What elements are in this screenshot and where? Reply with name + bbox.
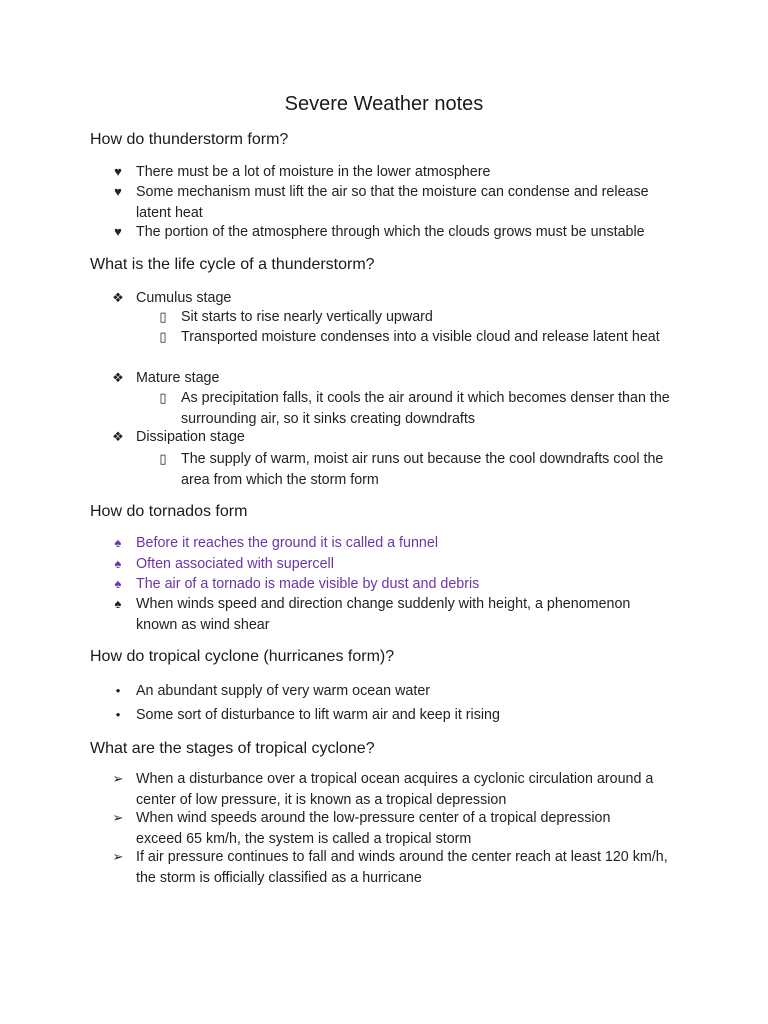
document-title: Severe Weather notes: [284, 93, 484, 115]
heart-bullet-icon: ♥: [114, 224, 122, 239]
section-heading-life-cycle: What is the life cycle of a thunderstorm?: [90, 256, 375, 273]
list-item-text: As precipitation falls, it cools the air around it which becomes denser than the surrounding air, so it sinks creating downdrafts: [181, 390, 670, 427]
list-item: [114, 222, 706, 243]
list-item: [112, 769, 681, 810]
list-item: [112, 288, 696, 309]
section-heading-tornados-form: How do tornados form: [90, 503, 248, 520]
spade-bullet-icon: ♠: [114, 535, 122, 550]
list-item: [112, 368, 696, 389]
list-item-text: When winds speed and direction change suddenly with height, a phenomenon known as wind shear: [136, 596, 631, 633]
list-item: [114, 574, 696, 595]
spade-bullet-icon: ♠: [114, 576, 122, 591]
list-item-text: If air pressure continues to fall and winds around the center reach at least 120 km/h, the storm is officially classified as a hurricane: [136, 849, 668, 886]
list-item-text: Mature stage: [136, 370, 220, 386]
list-item: [112, 808, 656, 849]
box-bullet-icon: ▯: [159, 390, 167, 405]
list-item: [112, 427, 696, 448]
section-heading-tropical-cyclone-stages: What are the stages of tropical cyclone?: [90, 740, 375, 757]
dot-bullet-icon: •: [115, 707, 121, 722]
list-item: [159, 449, 671, 490]
list-item: [159, 388, 676, 429]
list-item-text: Some sort of disturbance to lift warm air and keep it rising: [136, 707, 500, 723]
list-item: [159, 327, 661, 348]
section-heading-thunderstorm-form: How do thunderstorm form?: [90, 131, 289, 148]
box-bullet-icon: ▯: [159, 309, 167, 324]
heart-bullet-icon: ♥: [114, 164, 122, 179]
list-item: [159, 307, 691, 328]
list-item-text: There must be a lot of moisture in the lower atmosphere: [136, 164, 491, 180]
heart-bullet-icon: ♥: [114, 184, 122, 199]
list-item-text: Cumulus stage: [136, 290, 232, 306]
diamond-bullet-icon: ❖: [112, 290, 124, 305]
list-item: [114, 554, 696, 575]
list-item-text: When a disturbance over a tropical ocean acquires a cyclonic circulation around a center of low pressure, it is known as a tropical depression: [136, 771, 654, 808]
list-item-text: Often associated with supercell: [136, 556, 334, 572]
list-item-text: The supply of warm, moist air runs out because the cool downdrafts cool the area from which the storm form: [181, 451, 664, 488]
box-bullet-icon: ▯: [159, 451, 167, 466]
list-item: [114, 162, 696, 183]
list-item-text: Sit starts to rise nearly vertically upward: [181, 309, 433, 325]
list-item: [115, 705, 696, 726]
list-item-text: Dissipation stage: [136, 429, 245, 445]
list-item-text: The air of a tornado is made visible by dust and debris: [136, 576, 480, 592]
arrow-bullet-icon: ➢: [112, 810, 124, 825]
list-item-text: Transported moisture condenses into a visible cloud and release latent heat: [181, 329, 660, 345]
list-item-text: An abundant supply of very warm ocean water: [136, 683, 431, 699]
section-heading-tropical-cyclone-form: How do tropical cyclone (hurricanes form)?: [90, 648, 395, 665]
arrow-bullet-icon: ➢: [112, 771, 124, 786]
spade-bullet-icon: ♠: [114, 556, 122, 571]
list-item-text: Before it reaches the ground it is called a funnel: [136, 535, 439, 551]
list-item: [114, 533, 696, 554]
spade-bullet-icon: ♠: [114, 596, 122, 611]
list-item-text: Some mechanism must lift the air so that the moisture can condense and release latent heat: [136, 184, 649, 221]
list-item: [115, 681, 696, 702]
diamond-bullet-icon: ❖: [112, 370, 124, 385]
box-bullet-icon: ▯: [159, 329, 167, 344]
diamond-bullet-icon: ❖: [112, 429, 124, 444]
list-item: [114, 594, 666, 635]
list-item-text: The portion of the atmosphere through which the clouds grows must be unstable: [136, 224, 645, 240]
dot-bullet-icon: •: [115, 683, 121, 698]
list-item: [112, 847, 671, 888]
list-item-text: When wind speeds around the low-pressure center of a tropical depression exceed 65 km/h, the system is called a tropical storm: [136, 810, 611, 847]
list-item: [114, 182, 681, 223]
arrow-bullet-icon: ➢: [112, 849, 124, 864]
